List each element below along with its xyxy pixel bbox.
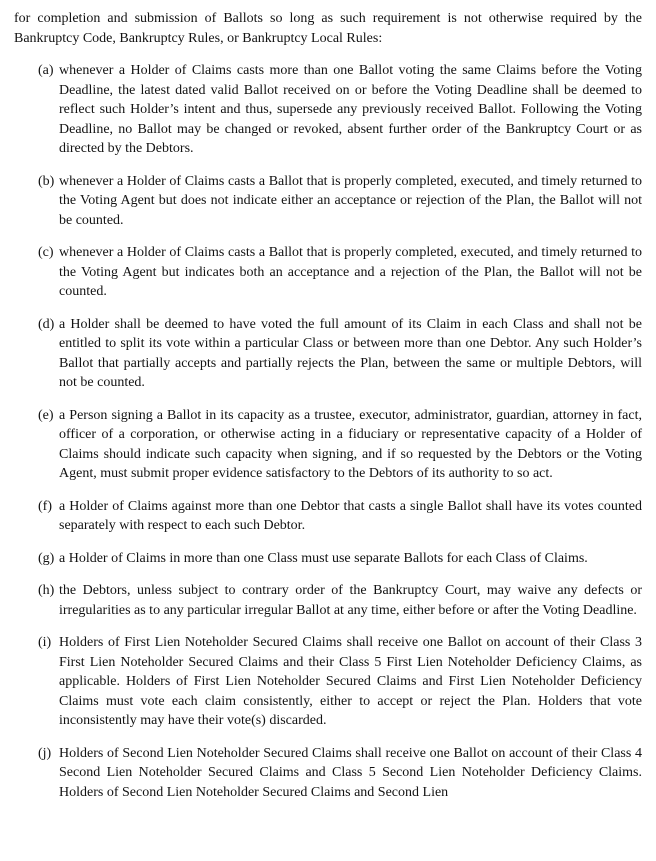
list-item-label: (a) [38,63,54,78]
list-item-label: (g) [38,550,55,566]
list-item [38,315,642,393]
list-item-text: whenever a Holder of Claims casts a Ballot that is properly completed, executed, and timely returned to the Voting Agent but indicates both an acceptance and a rejection of the Plan, the Ballot will not be counted. [59,245,642,299]
list-item [38,633,642,731]
list-item-text: a Holder of Claims against more than one Debtor that casts a single Ballot shall have its votes counted separately with respect to each such Debtor. [59,498,642,533]
list-item-text: whenever a Holder of Claims casts a Ballot that is properly completed, executed, and timely returned to the Voting Agent but does not indicate either an acceptance or rejection of the Plan, the Ballot will not be counted. [59,173,642,228]
list-item-label: (b) [38,173,55,189]
list-item-label: (i) [38,635,52,650]
list-item [38,497,642,536]
list-item [38,243,642,302]
list-item-text: Holders of First Lien Noteholder Secured Claims shall receive one Ballot on account of their Class 3 First Lien Noteholder Secured Claims and their Class 5 First Lien Noteholder Deficiency Claims, as applicable. Holders of First Lien Noteholder Secured Claims and First Lien Noteholder Deficiency Claims must vote each claim consistently, either to accept or reject the Plan. Holders that vote inconsistently may have their vote(s) discarded. [59,635,642,728]
list-item-label: (j) [38,745,52,761]
list-item-text: a Holder of Claims in more than one Class must use separate Ballots for each Class of Claims. [59,550,588,566]
list-item [38,172,642,231]
list-item-label: (e) [38,407,54,423]
list-item-text: a Person signing a Ballot in its capacity as a trustee, executor, administrator, guardian, attorney in fact, officer of a corporation, or otherwise acting in a fiduciary or representative capacity of a Holder of Claims should indicate such capacity when signing, and if so requested by the Debtors or the Voting Agent, must submit proper evidence satisfactory to the Debtors of its authority to so act. [59,407,642,481]
list-item-label: (d) [38,316,55,332]
list-item-text: a Holder shall be deemed to have voted the full amount of its Claim in each Class and shall not be entitled to split its vote within a particular Class or between more than one Debtor. Any such Holder’s Ballot that partially accepts and partially rejects the Plan, between the same or multiple Debtors, will not be counted. [59,316,642,390]
list-item-text: the Debtors, unless subject to contrary order of the Bankruptcy Court, may waive any defects or irregularities as to any particular irregular Ballot at any time, either before or after the Voting Deadline. [59,583,642,618]
list-item-label: (f) [38,498,52,514]
list-item-text: Holders of Second Lien Noteholder Secured Claims shall receive one Ballot on account of their Class 4 Second Lien Noteholder Secured Claims and Class 5 Second Lien Noteholder Deficiency Claims. Holders of Second Lien Noteholder Secured Claims and Second Lien [59,745,642,800]
list-item [38,61,642,159]
list-item [38,744,642,803]
list-item [38,581,642,620]
list-item [38,406,642,484]
list-item-label: (h) [38,583,55,598]
intro-paragraph: for completion and submission of Ballots so long as such requirement is not otherwise required by the Bankruptcy Code, Bankruptcy Rules, or Bankruptcy Local Rules: [14,11,642,46]
list-item-text: whenever a Holder of Claims casts more than one Ballot voting the same Claims before the Voting Deadline, the latest dated valid Ballot received on or before the Voting Deadline shall be deemed to reflect such Holder’s intent and thus, supersede any previously received Ballot. Following the Voting Deadline, no Ballot may be changed or revoked, absent further order of the Bankruptcy Court or as directed by the Debtors. [59,63,642,156]
list-item-label: (c) [38,245,54,260]
list-item [38,549,642,569]
